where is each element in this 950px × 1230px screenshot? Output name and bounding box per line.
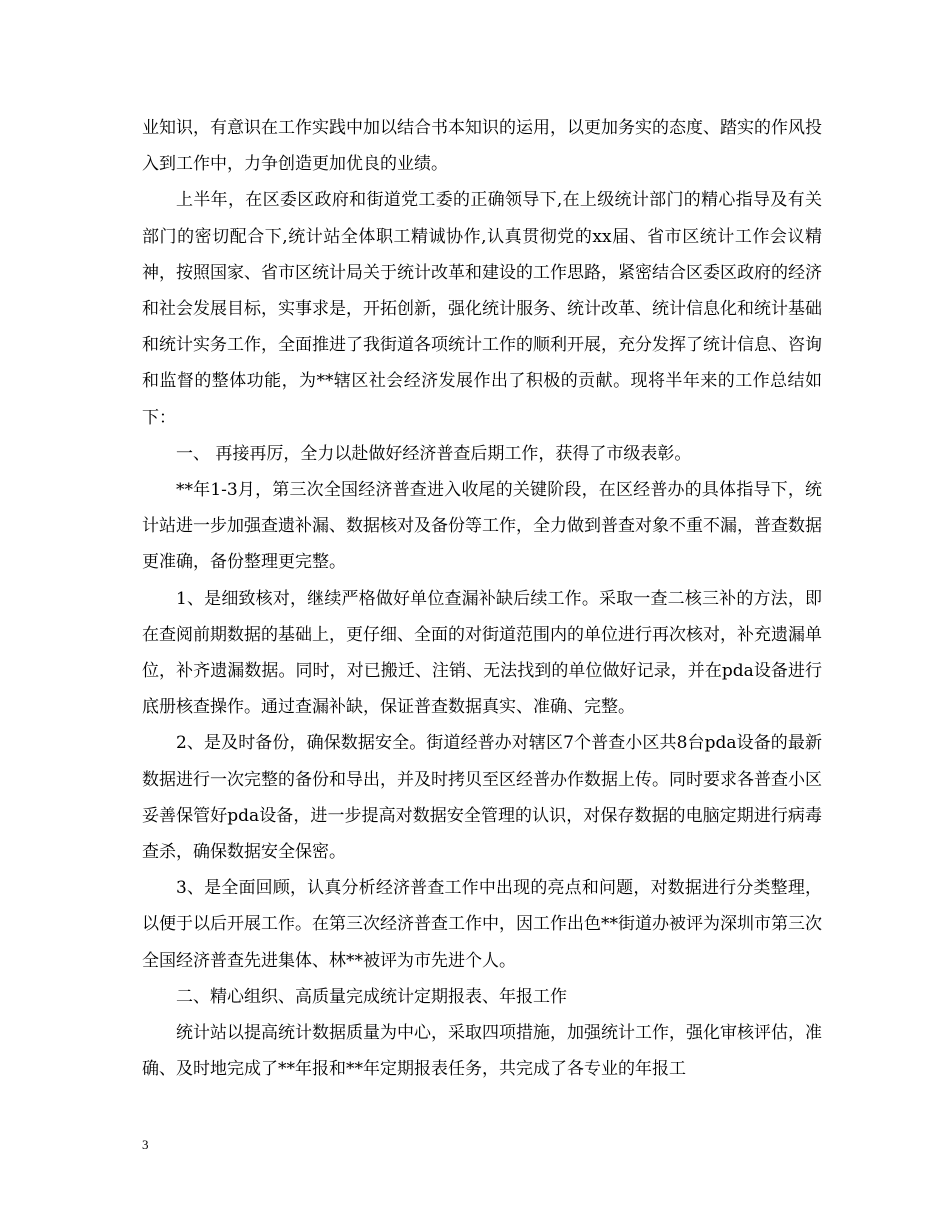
paragraph-half-year-intro: 上半年，在区委区政府和街道党工委的正确领导下,在上级统计部门的精心指导及有关部门的密切配合下,统计站全体职工精诚协作,认真贯彻党的xx届、省市区统计工作会议精神，按照国家、省市区统计局关于统计改革和建设的工作思路，紧密结合区委区政府的经济和社会发展目标，实事求是，开拓创新，强化统计服务、统计改革、统计信息化和统计基础和统计实务工作，全面推进了我街道各项统计工作的顺利开展，充分发挥了统计信息、咨询和监督的整体功能，为**辖区社会经济发展作出了积极的贡献。现将半年来的工作总结如下： bbox=[142, 190, 822, 428]
paragraph-continuation: 业知识，有意识在工作实践中加以结合书本知识的运用，以更加务实的态度、踏实的作风投入到工作中，力争创造更加优良的业绩。 bbox=[142, 118, 822, 175]
document-body bbox=[142, 110, 822, 1087]
paragraph-census-final-stage: **年1-3月，第三次全国经济普查进入收尾的关键阶段，在区经普办的具体指导下，统计站进一步加强查遗补漏、数据核对及备份等工作，全力做到普查对象不重不漏，普查数据更准确，备份整理更完整。 bbox=[142, 480, 822, 573]
paragraph-statistics-station: 统计站以提高统计数据质量为中心，采取四项措施，加强统计工作，强化审核评估，准确、及时地完成了**年报和**年定期报表任务，共完成了各专业的年报工 bbox=[142, 1023, 822, 1080]
paragraph-item-2-backup: 2、是及时备份，确保数据安全。街道经普办对辖区7个普查小区共8台pda设备的最新数据进行一次完整的备份和导出，并及时拷贝至区经普办作数据上传。同时要求各普查小区妥善保管好pda设备，进一步提高对数据安全管理的认识，对保存数据的电脑定期进行病毒查杀，确保数据安全保密。 bbox=[142, 733, 822, 863]
paragraph-item-1-verification: 1、是细致核对，继续严格做好单位查漏补缺后续工作。采取一查二核三补的方法，即在查阅前期数据的基础上，更仔细、全面的对街道范围内的单位进行再次核对，补充遗漏单位，补齐遗漏数据。同时，对已搬迁、注销、无法找到的单位做好记录，并在pda设备进行底册核查操作。通过查漏补缺，保证普查数据真实、准确、完整。 bbox=[142, 588, 822, 718]
section-heading-2: 二、精心组织、高质量完成统计定期报表、年报工作 bbox=[176, 986, 567, 1007]
page-number: 3 bbox=[142, 1137, 149, 1152]
section-heading-1: 一、 再接再厉，全力以赴做好经济普查后期工作，获得了市级表彰。 bbox=[176, 443, 692, 464]
paragraph-item-3-review: 3、是全面回顾，认真分析经济普查工作中出现的亮点和问题，对数据进行分类整理，以便于以后开展工作。在第三次经济普查工作中，因工作出色**街道办被评为深圳市第三次全国经济普查先进集体、林**被评为市先进个人。 bbox=[142, 878, 822, 971]
